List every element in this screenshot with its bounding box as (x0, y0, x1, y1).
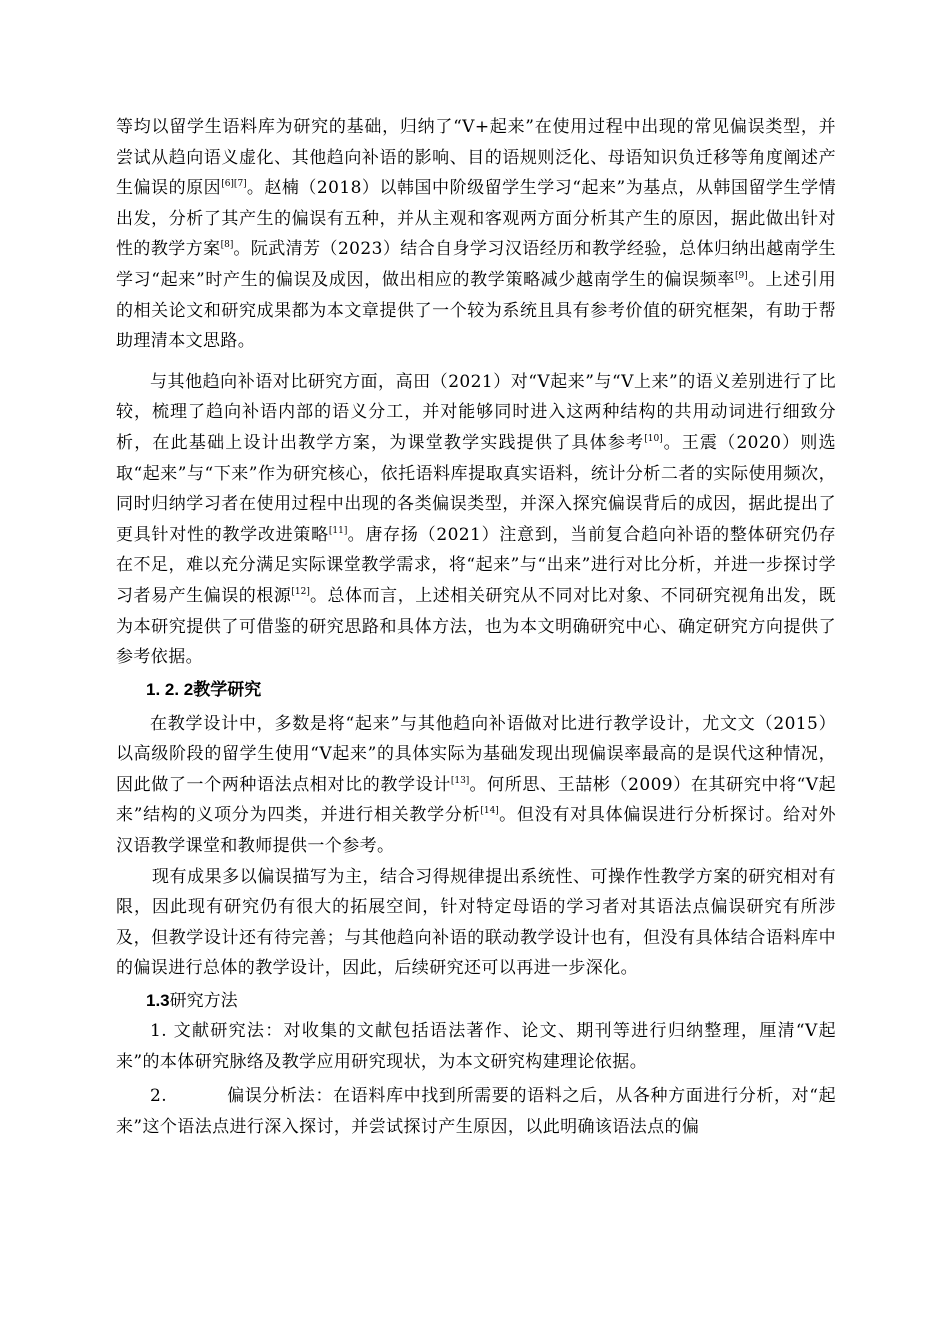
section-heading-1-3: 1.3研究方法 (146, 991, 238, 1012)
section-heading-1-2-2: 1. 2. 2教学研究 (146, 679, 262, 700)
citation: [12] (291, 586, 310, 597)
citation: [9] (734, 270, 748, 281)
method-literature-research: 1. 文献研究法：对收集的文献包括语法著作、论文、期刊等进行归纳整理，厘清“V起来”的本体研究脉络及教学应用研究现状，为本文研究构建理论依据。 (116, 1021, 836, 1072)
citation: [13] (450, 775, 470, 786)
page-content (116, 112, 836, 1142)
citation: [10] (644, 433, 663, 444)
method-error-analysis: 2. 偏误分析法：在语料库中找到所需要的语料之后，从各种方面进行分析，对“起来”这个语法点进行深入探讨，并尝试探讨产生原因，以此明确该语法点的偏 (116, 1086, 836, 1137)
paragraph-research-gap: 现有成果多以偏误描写为主，结合习得规律提出系统性、可操作性教学方案的研究相对有限，因此现有研究仍有很大的拓展空间，针对特定母语的学习者对其语法点偏误研究有所涉及，但教学设计还有待完善；与其他趋向补语的联动教学设计也有，但没有具体结合语料库中的偏误进行总体的教学设计，因此，后续研究还可以再进一步深化。 (116, 866, 836, 979)
citation: [11] (328, 525, 348, 536)
citation: [6][7] (221, 179, 247, 190)
paragraph-error-analysis-studies: 等均以留学生语料库为研究的基础，归纳了“V+起来”在使用过程中出现的常见偏误类型，并尝试从趋向语义虚化、其他趋向补语的影响、目的语规则泛化、母语知识负迁移等角度阐述产生偏误的原因[6][7]。赵楠（2018）以韩国中阶级留学生学习“起来”为基点，从韩国留学生学情出发，分析了其产生的偏误有五种，并从主观和客观两方面分析其产生的原因，据此做出针对性的教学方案[8]。阮武清芳（2023）结合自身学习汉语经历和教学经验，总体归纳出越南学生学习“起来”时产生的偏误及成因，做出相应的教学策略减少越南学生的偏误频率[9]。上述引用的相关论文和研究成果都为本文章提供了一个较为系统且具有参考价值的研究框架，有助于帮助理清本文思路。 (116, 117, 837, 352)
paragraph-comparison-studies: 与其他趋向补语对比研究方面，高田（2021）对“V起来”与“V上来”的语义差别进行了比较，梳理了趋向补语内部的语义分工，并对能够同时进入这两种结构的共用动词进行细致分析，在此基础上设计出教学方案，为课堂教学实践提供了具体参考[10]。王震（2020）则选取“起来”与“下来”作为研究核心，依托语料库提取真实语料，统计分析二者的实际使用频次，同时归纳学习者在使用过程中出现的各类偏误类型，并深入探究偏误背后的成因，据此提出了更具针对性的教学改进策略[11]。唐存扬（2021）注意到，当前复合趋向补语的整体研究仍存在不足，难以充分满足实际课堂教学需求，将“起来”与“出来”进行对比分析，并进一步探讨学习者易产生偏误的根源[12]。总体而言，上述相关研究从不同对比对象、不同研究视角出发，既为本研究提供了可借鉴的研究思路和具体方法，也为本文明确研究中心、确定研究方向提供了参考依据。 (116, 371, 837, 668)
paragraph-teaching-design: 在教学设计中，多数是将“起来”与其他趋向补语做对比进行教学设计，尤文文（2015）以高级阶段的留学生使用“V起来”的具体实际为基础发现出现偏误率最高的是误代这种情况，因此做了一个两种语法点相对比的教学设计[13]。何所思、王喆彬（2009）在其研究中将“V起来”结构的义项分为四类，并进行相关教学分析[14]。但没有对具体偏误进行分析探讨。给对外汉语教学课堂和教师提供一个参考。 (116, 713, 836, 857)
citation: [8] (220, 240, 234, 251)
citation: [14] (480, 806, 499, 817)
